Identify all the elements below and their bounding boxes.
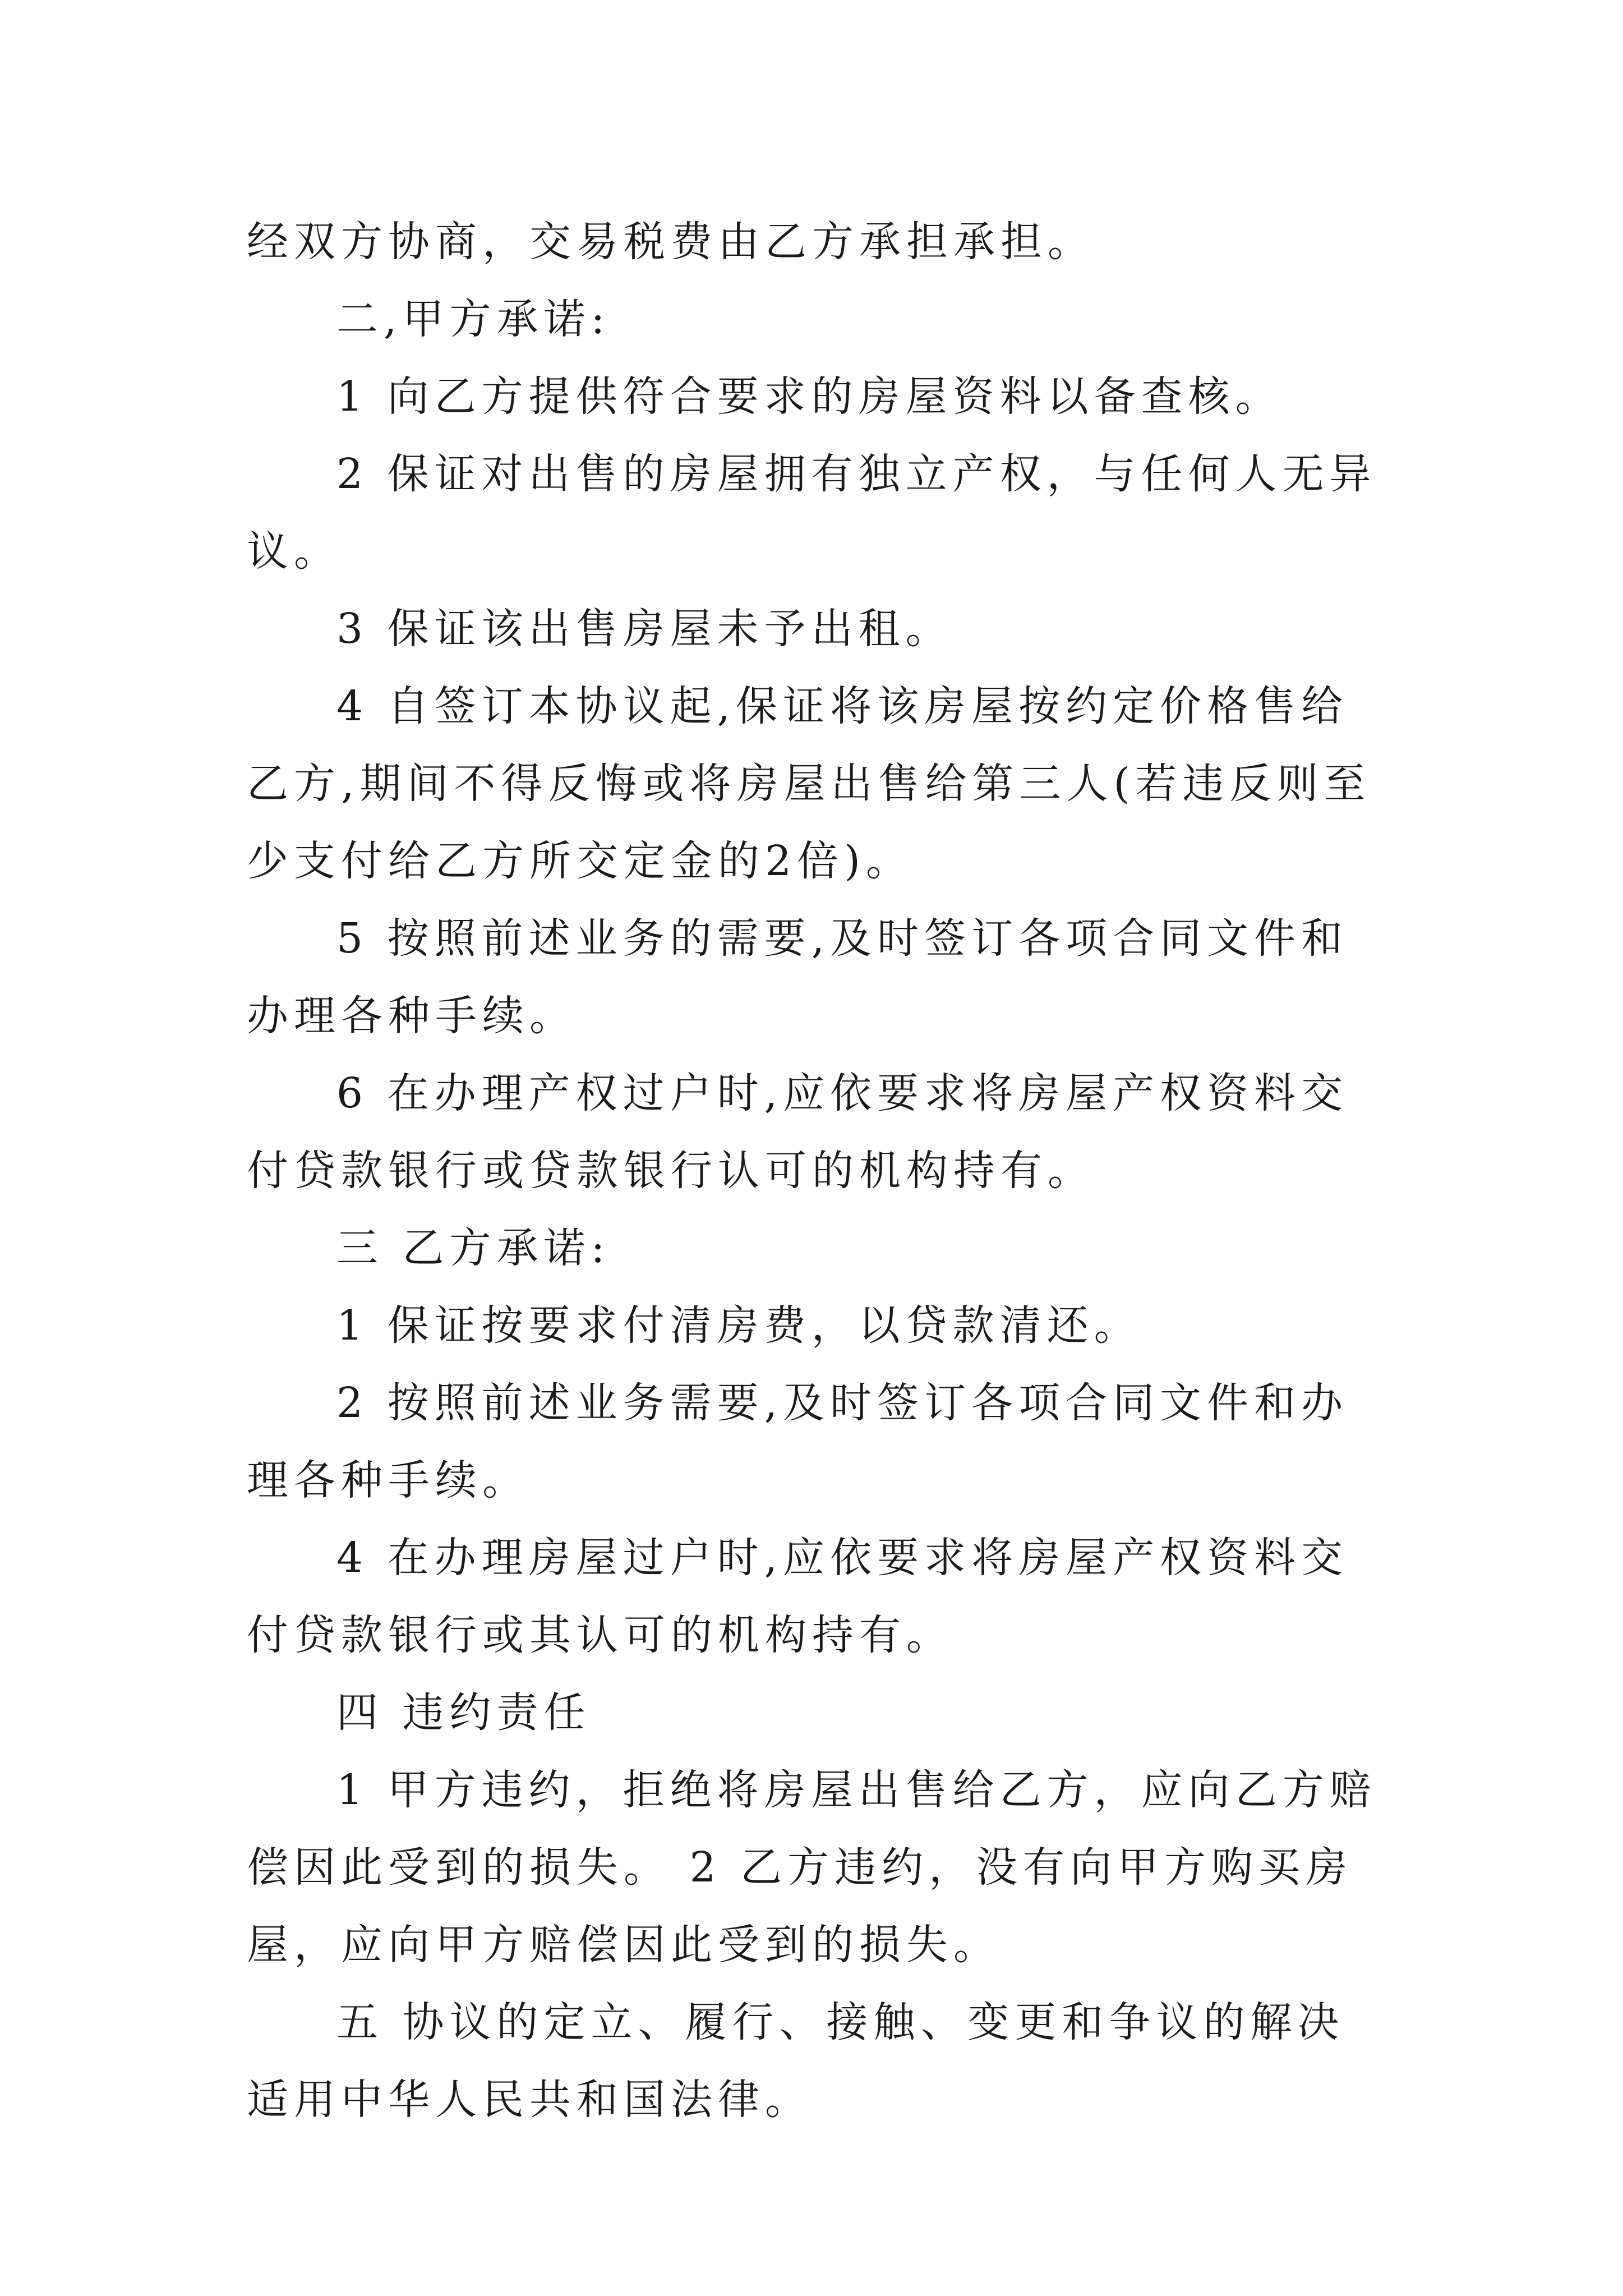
breach-items: 1 甲方违约，拒绝将房屋出售给乙方，应向乙方赔偿因此受到的损失。 2 乙方违约，没有向甲方购买房屋，应向甲方赔偿因此受到的损失。: [247, 1766, 1377, 1969]
paragraph-tax-fees: 经双方协商，交易税费由乙方承担承担。: [247, 218, 1095, 266]
party-b-item-4: 4 在办理房屋过户时,应依要求将房屋产权资料交付贷款银行或其认可的机构持有。: [247, 1534, 1349, 1659]
party-a-item-2: 2 保证对出售的房屋拥有独立产权，与任何人无异议。: [247, 450, 1377, 576]
heading-party-b-commitments: 三 乙方承诺:: [336, 1224, 611, 1272]
party-a-item-5: 5 按照前述业务的需要,及时签订各项合同文件和办理各种手续。: [247, 914, 1349, 1040]
party-b-item-2: 2 按照前述业务需要,及时签订各项合同文件和办理各种手续。: [247, 1379, 1349, 1504]
party-a-item-6: 6 在办理产权过户时,应依要求将房屋产权资料交付贷款银行或贷款银行认可的机构持有。: [247, 1069, 1349, 1195]
governing-law-clause: 五 协议的定立、履行、接触、变更和争议的解决适用中华人民共和国法律。: [247, 1998, 1345, 2124]
document-body: [247, 203, 1385, 2138]
heading-breach-liability: 四 违约责任: [336, 1688, 591, 1737]
party-a-item-1: 1 向乙方提供符合要求的房屋资料以备查核。: [336, 372, 1283, 421]
party-a-item-4: 4 自签订本协议起,保证将该房屋按约定价格售给乙方,期间不得反悔或将房屋出售给第三人(若违反则至少支付给乙方所交定金的2倍)。: [247, 682, 1371, 885]
party-b-item-1: 1 保证按要求付清房费，以贷款清还。: [336, 1301, 1141, 1350]
heading-party-a-commitments: 二,甲方承诺:: [336, 295, 611, 343]
party-a-item-3: 3 保证该出售房屋未予出租。: [336, 605, 953, 653]
